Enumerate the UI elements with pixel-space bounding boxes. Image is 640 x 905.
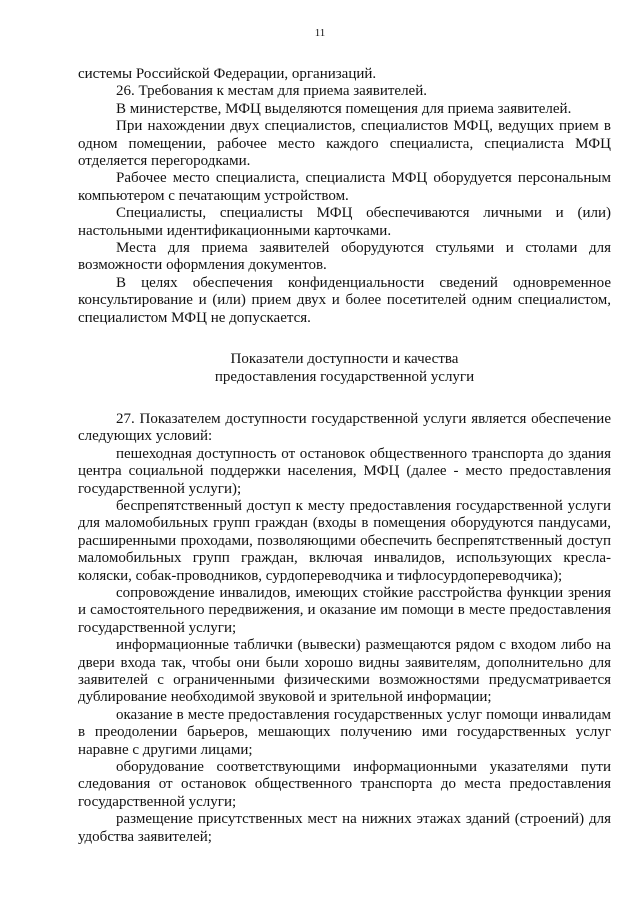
paragraph: информационные таблички (вывески) размещаются рядом с входом либо на двери входа так, чтобы они были хорошо видны заявителям, дополнительно для заявителей с ограниченными физическими возможностями предусматривается дублирование необходимой звуковой и зрительной информации;	[78, 637, 611, 706]
paragraph: В министерстве, МФЦ выделяются помещения для приема заявителей.	[116, 100, 572, 117]
section-heading-line-2: предоставления государственной услуги	[214, 368, 475, 385]
paragraph: сопровождение инвалидов, имеющих стойкие расстройства функции зрения и самостоятельного передвижения, и оказание им помощи в месте предоставления государственной услуги;	[78, 584, 611, 636]
paragraph: 26. Требования к местам для приема заявителей.	[116, 83, 427, 100]
paragraph: беспрепятственный доступ к месту предоставления государственной услуги для маломобильных групп граждан (входы в помещения оборудуются пандусами, расширенными проходами, позволяющими обеспечить беспрепятственный доступ маломобильных групп граждан, включая инвалидов, использующих кресла-коляски, собак-проводников, сурдопереводчика и тифлосурдопереводчика);	[78, 497, 611, 584]
page-number: 11	[314, 27, 326, 39]
paragraph: системы Российской Федерации, организаций.	[78, 66, 377, 82]
paragraph: Рабочее место специалиста, специалиста МФЦ оборудуется персональным компьютером с печатающим устройством.	[78, 170, 611, 204]
paragraph: оборудование соответствующими информационными указателями пути следования от остановок общественного транспорта до места предоставления государственной услуги;	[78, 759, 611, 810]
paragraph: размещение присутственных мест на нижних этажах зданий (строений) для удобства заявителей;	[78, 811, 611, 845]
paragraph: Специалисты, специалисты МФЦ обеспечиваются личными и (или) настольными идентификационными карточками.	[78, 205, 611, 239]
paragraph: В целях обеспечения конфиденциальности сведений одновременное консультирование и (или) прием двух и более посетителей одним специалистом, специалистом МФЦ не допускается.	[78, 274, 611, 326]
document-body	[78, 66, 611, 846]
paragraph: При нахождении двух специалистов, специалистов МФЦ, ведущих прием в одном помещении, рабочее место каждого специалиста, специалиста МФЦ отделяется перегородками.	[78, 118, 611, 170]
paragraph: Места для приема заявителей оборудуются стульями и столами для возможности оформления документов.	[78, 240, 611, 274]
section-heading-line-1: Показатели доступности и качества	[230, 351, 459, 368]
paragraph: 27. Показателем доступности государственной услуги является обеспечение следующих условий:	[78, 410, 611, 445]
section-heading	[78, 351, 611, 386]
paragraph: оказание в месте предоставления государственных услуг помощи инвалидам в преодолении барьеров, мешающих получению ими государственных услуг наравне с другими лицами;	[78, 706, 611, 758]
paragraph: пешеходная доступность от остановок общественного транспорта до здания центра социальной поддержки населения, МФЦ (далее - место предоставления государственной услуги);	[78, 445, 611, 497]
